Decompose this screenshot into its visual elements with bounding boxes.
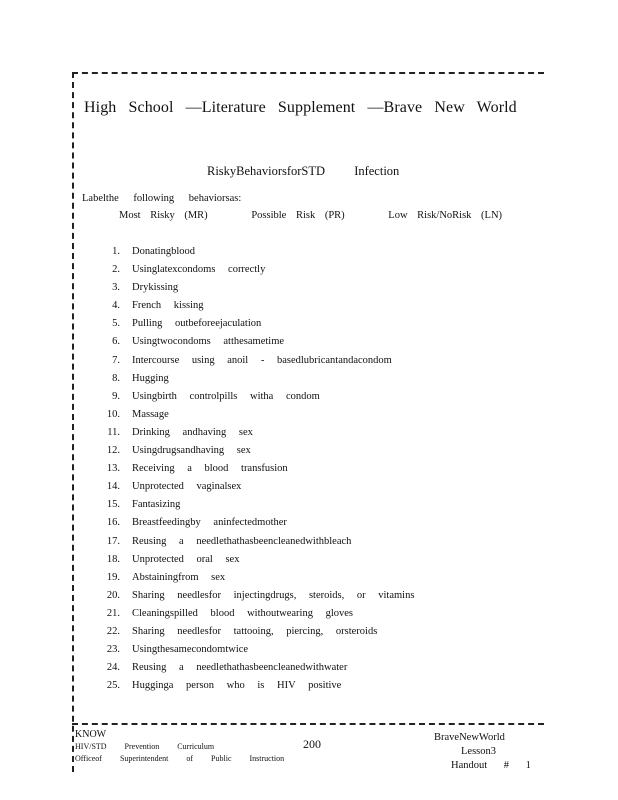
behavior-item — [100, 499, 414, 517]
behavior-number: 7. — [112, 354, 120, 366]
behavior-item — [100, 264, 414, 282]
behavior-text: Sharing needlesfor injectingdrugs, steroids, or vitamins — [132, 589, 415, 601]
behavior-number: 25. — [106, 680, 120, 692]
behavior-text: Unprotected oral sex — [132, 553, 240, 565]
behavior-item — [100, 391, 414, 409]
behavior-item — [100, 680, 414, 698]
frame-top-border — [72, 72, 544, 74]
frame-left-border — [72, 72, 74, 772]
footer-lesson: Lesson3 — [461, 746, 496, 757]
behavior-text: Drinking andhaving sex — [132, 426, 253, 438]
subtitle-part-1: RiskyBehaviorsforSTD — [207, 164, 326, 178]
behavior-text: Reusing a needlethathasbeencleanedwithwater — [132, 662, 348, 674]
behavior-item — [100, 409, 414, 427]
behavior-number: 15. — [106, 499, 120, 511]
behavior-item — [100, 572, 414, 590]
behavior-number: 13. — [106, 463, 120, 475]
category-most-risky: Most Risky (MR) — [119, 210, 208, 221]
behavior-text: Sharing needlesfor tattooing, piercing, orsteroids — [132, 625, 378, 637]
category-low-risk: Low Risk/NoRisk (LN) — [388, 210, 503, 221]
behavior-item — [100, 282, 414, 300]
behavior-number: 23. — [106, 644, 120, 656]
behavior-list — [100, 246, 414, 698]
footer-office: Officeof Superintendent of Public Instruction — [75, 754, 285, 763]
behavior-number: 2. — [112, 264, 120, 276]
behavior-item — [100, 318, 414, 336]
behavior-number: 8. — [112, 372, 120, 384]
behavior-item — [100, 626, 414, 644]
behavior-number: 20. — [106, 589, 120, 601]
footer-book-title: BraveNewWorld — [434, 732, 505, 743]
behavior-number: 4. — [112, 300, 120, 312]
behavior-text: Usingdrugsandhaving sex — [132, 445, 251, 457]
behavior-text: Fantasizing — [132, 499, 181, 511]
instructions-text: Labelthe following behaviorsas: — [82, 193, 242, 204]
category-possible-risk: Possible Risk (PR) — [251, 210, 345, 221]
behavior-number: 12. — [106, 445, 120, 457]
behavior-item — [100, 463, 414, 481]
behavior-text: Pulling outbeforeejaculation — [132, 318, 262, 330]
behavior-number: 1. — [112, 246, 120, 257]
behavior-text: Hugginga person who is HIV positive — [132, 680, 342, 692]
behavior-text: Abstainingfrom sex — [132, 571, 226, 583]
behavior-item — [100, 662, 414, 680]
footer-handout: Handout # 1 — [451, 760, 531, 771]
behavior-number: 11. — [107, 426, 120, 438]
footer-left — [75, 729, 284, 765]
behavior-text: Unprotected vaginalsex — [132, 481, 242, 493]
behavior-item — [100, 608, 414, 626]
behavior-text: Donatingblood — [132, 246, 195, 257]
risk-categories — [119, 210, 536, 221]
behavior-number: 21. — [106, 607, 120, 619]
page-number: 200 — [303, 737, 321, 751]
behavior-number: 17. — [106, 535, 120, 547]
frame-bottom-border — [72, 723, 544, 725]
behavior-item — [100, 554, 414, 572]
behavior-number: 5. — [112, 318, 120, 330]
behavior-text: Breastfeedingby aninfectedmother — [132, 517, 287, 529]
behavior-item — [100, 355, 414, 373]
behavior-number: 19. — [106, 571, 120, 583]
behavior-text: French kissing — [132, 300, 204, 312]
behavior-number: 3. — [112, 282, 120, 294]
behavior-text: Massage — [132, 408, 169, 420]
footer-curriculum: HIV/STD Prevention Curriculum — [75, 742, 215, 751]
behavior-item — [100, 481, 414, 499]
behavior-number: 16. — [106, 517, 120, 529]
behavior-item — [100, 246, 414, 264]
handout-subtitle — [207, 164, 399, 179]
behavior-text: Receiving a blood transfusion — [132, 463, 288, 475]
behavior-text: Cleaningspilled blood withoutwearing gloves — [132, 607, 354, 619]
behavior-number: 24. — [106, 662, 120, 674]
subtitle-part-2: Infection — [354, 164, 400, 178]
behavior-item — [100, 427, 414, 445]
footer-know: KNOW — [75, 729, 107, 740]
behavior-text: Drykissing — [132, 282, 179, 294]
behavior-text: Intercourse using anoil - basedlubricantandacondom — [132, 354, 392, 366]
behavior-text: Usingthesamecondomtwice — [132, 644, 249, 656]
behavior-item — [100, 336, 414, 354]
footer-right — [434, 731, 531, 773]
behavior-number: 6. — [112, 336, 120, 348]
behavior-number: 18. — [106, 553, 120, 565]
behavior-item — [100, 536, 414, 554]
behavior-item — [100, 300, 414, 318]
behavior-item — [100, 644, 414, 662]
behavior-text: Reusing a needlethathasbeencleanedwithbleach — [132, 535, 352, 547]
behavior-text: Usingtwocondoms atthesametime — [132, 336, 285, 348]
behavior-number: 10. — [106, 408, 120, 420]
behavior-text: Hugging — [132, 372, 169, 384]
behavior-number: 14. — [106, 481, 120, 493]
behavior-item — [100, 445, 414, 463]
behavior-item — [100, 590, 414, 608]
behavior-item — [100, 517, 414, 535]
behavior-number: 22. — [106, 625, 120, 637]
behavior-text: Usingbirth controlpills witha condom — [132, 390, 320, 402]
behavior-item — [100, 373, 414, 391]
behavior-number: 9. — [112, 390, 120, 402]
page-title: High School —Literature Supplement —Brave New World — [84, 99, 517, 116]
behavior-text: Usinglatexcondoms correctly — [132, 264, 266, 276]
